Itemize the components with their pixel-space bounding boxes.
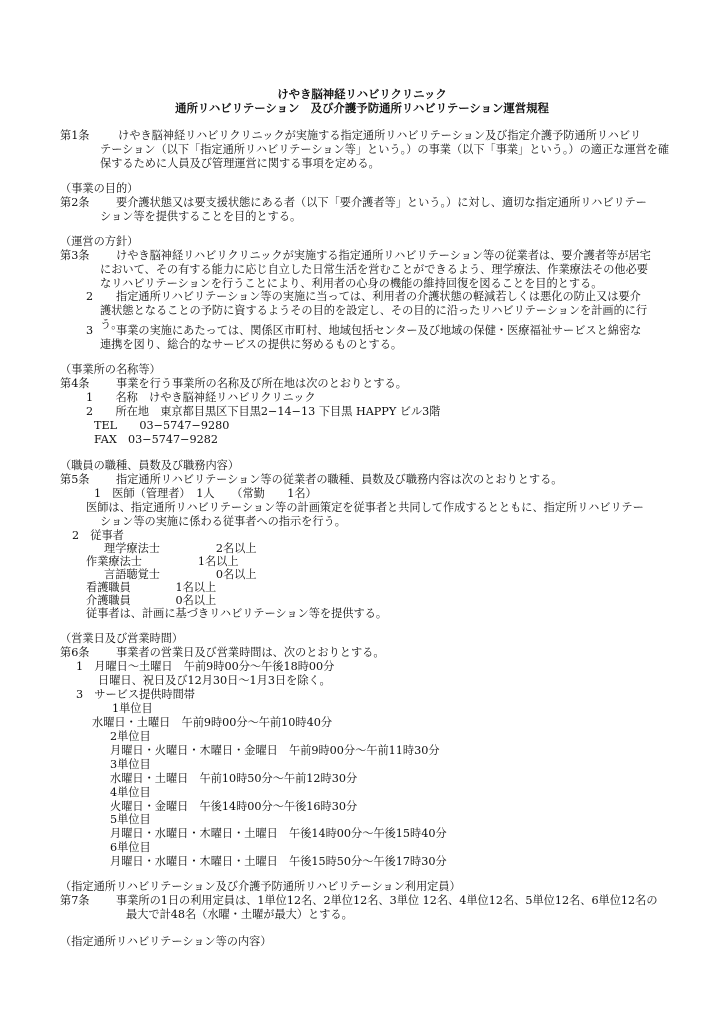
article-2-text-line: 要介護状態又は要支援状態にある者（以下「要介護者等」という。）に対し、適切な指定通所リハビリテー [116,196,647,209]
unit-label: 5単位目 [110,813,151,826]
unit-time: 月曜日・水曜日・木曜日・土曜日 午後15時50分～午後17時30分 [110,855,447,868]
article-2-heading: （事業の目的） [60,182,139,195]
staff-ot: 作業療法士 1名以上 [86,555,239,568]
staff-care: 介護職員 0名以上 [86,594,217,607]
document-subtitle: 通所リハビリテーション 及び介護予防通所リハビリテーション運営規程 [175,101,549,115]
facility-fax: FAX 03−5747−9282 [94,433,218,446]
article-7-number: 第7条 [60,894,90,907]
staff-doctor: 1 医師（管理者） 1人 （常勤 1名） [94,487,317,500]
article-3-paragraph-number: 3 [86,324,94,337]
unit-label: 2単位目 [110,730,151,743]
article-7-text-line: 事業所の1日の利用定員は、1単位12名、2単位12名、3単位 12名、4単位12名、5単位12名、6単位12名の [116,894,658,907]
article-3-text-line: 指定通所リハビリテーション等の実施に当っては、利用者の介護状態の軽減若しくは悪化の防止又は要介 [116,290,641,303]
facility-name: 1 名称 けやき脳神経リハビリクリニック [86,391,316,404]
article-8-heading: （指定通所リハビリテーション等の内容） [60,935,272,948]
staff-nurse: 看護職員 1名以上 [86,581,217,594]
article-4-intro: 事業を行う事業所の名称及び所在地は次のとおりとする。 [116,377,407,390]
unit-label: 6単位目 [110,841,151,854]
staff-st: 言語聴覚士 0名以上 [104,568,257,581]
staff-description: 従事者は、計画に基づきリハビリテーション等を提供する。 [86,607,388,620]
article-5-heading: （職員の職種、員数及び職務内容） [60,459,240,472]
article-3-text-line: 護状態となることの予防に資するようその目的を設定し、その目的に沿ったリハビリテーションを計画的に行 [100,304,648,317]
article-1-number: 第1条 [60,129,90,142]
unit-label: 3単位目 [110,758,151,771]
doctor-description-line: 医師は、指定通所リハビリテーション等の計画策定を従事者と共同して作成するとともに、指定所リハビリテー [86,501,644,514]
article-6-intro: 事業者の営業日及び営業時間は、次のとおりとする。 [116,646,385,659]
article-6-number: 第6条 [60,646,90,659]
business-holidays: 日曜日、祝日及び12月30日～1月3日を除く。 [98,674,331,687]
document-title: けやき脳神経リハビリクリニック [277,87,447,101]
doctor-description-line: ション等の実施に係わる従事者への指示を行う。 [100,515,346,528]
unit-label: 1単位目 [112,702,153,715]
article-3-text-line: けやき脳神経リハビリクリニックが実施する指定通所リハビリテーション等の従業者は、要介護者等が居宅 [116,249,651,262]
unit-time: 火曜日・金曜日 午後14時00分～午後16時30分 [110,800,358,813]
article-3-text-line: 連携を図り、総合的なサービスの提供に努めるものとする。 [100,338,403,351]
unit-time: 水曜日・土曜日 午前9時00分～午前10時40分 [92,716,333,729]
article-7-heading: （指定通所リハビリテーション及び介護予防通所リハビリテーション利用定員） [60,880,461,893]
article-4-heading: （事業所の名称等） [60,363,161,376]
unit-time: 月曜日・火曜日・木曜日・金曜日 午前9時00分～午前11時30分 [110,744,440,757]
unit-time: 水曜日・土曜日 午前10時50分～午前12時30分 [110,772,358,785]
article-5-intro: 指定通所リハビリテーション等の従業者の職種、員数及び職務内容は次のとおりとする。 [116,473,563,486]
unit-label: 4単位目 [110,786,151,799]
article-3-text-line: 事業の実施にあたっては、関係区市町村、地域包括センター及び地域の保健・医療福祉サービスと綿密な [116,324,642,337]
article-1-text-line: 保するために人員及び管理運営に関する事項を定める。 [100,157,380,170]
article-7-text-line: 最大で計48名（水曜・土曜が最大）とする。 [126,908,353,921]
unit-time: 月曜日・水曜日・木曜日・土曜日 午後14時00分～午後15時40分 [110,827,447,840]
article-3-number: 第3条 [60,249,90,262]
article-3-text-line: なリハビリテーションを行うことにより、利用者の心身の機能の維持回復を図ることを目的とする。 [100,277,603,290]
article-5-number: 第5条 [60,473,90,486]
article-2-text-line: ション等を提供することを目的とする。 [100,210,302,223]
article-3-paragraph-number: 2 [86,290,94,303]
article-1-text-line: テーション（以下「指定通所リハビリテーション等」という。）の事業（以下「事業」という。）の適正な運営を確 [100,143,670,156]
business-hours: 1 月曜日～土曜日 午前9時00分～午後18時00分 [76,660,335,673]
article-3-text-line: う。 [100,318,123,331]
article-4-number: 第4条 [60,377,90,390]
staff-pt: 理学療法士 2名以上 [104,542,257,555]
article-2-number: 第2条 [60,196,90,209]
staff-heading: 2 従事者 [72,529,124,542]
article-1-text-line: けやき脳神経リハビリクリニックが実施する指定通所リハビリテーション及び指定介護予防通所リハビリ [118,129,642,142]
article-6-heading: （営業日及び営業時間） [60,632,184,645]
article-3-text-line: において、その有する能力に応じ自立した日常生活を営むことができるよう、理学療法、作業療法その他必要 [100,263,648,276]
facility-address: 2 所在地 東京都目黒区下目黒2−14−13 下目黒 HAPPY ビル3階 [86,405,441,418]
service-hours-heading: 3 サービス提供時間帯 [76,688,195,701]
facility-tel: TEL 03−5747−9280 [94,419,230,432]
article-3-heading: （運営の方針） [60,235,139,248]
